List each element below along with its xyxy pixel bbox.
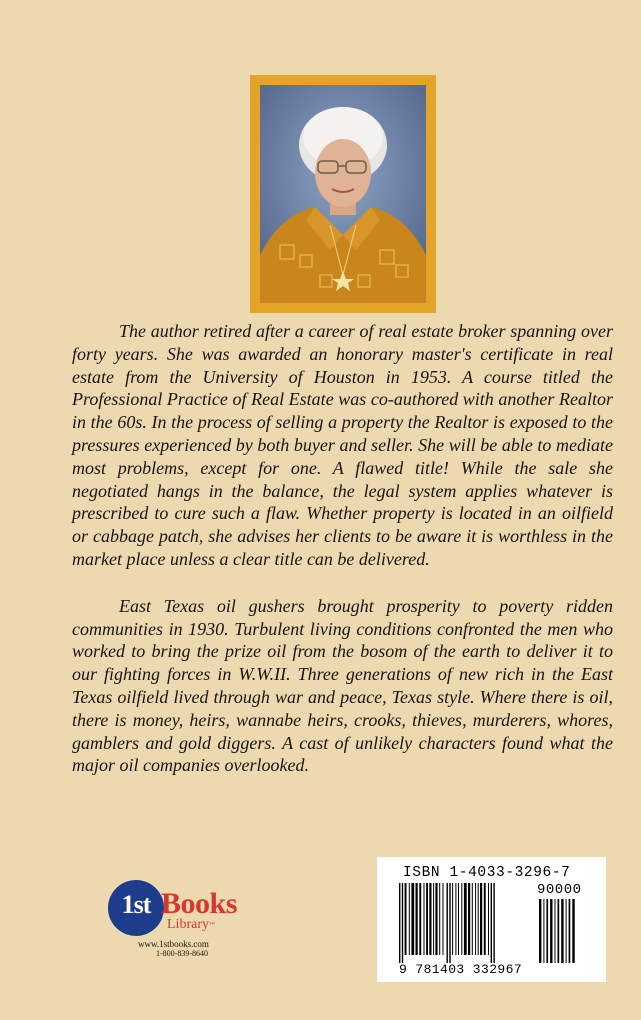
barcode-bar [455,883,456,955]
barcode-bar [424,883,425,955]
logo-sub-text: Library [167,917,209,932]
logo-number: 1st [121,890,151,919]
barcode-bar [449,883,450,963]
barcode-bar [416,883,418,955]
trademark-symbol: ™ [208,922,215,928]
publisher-website: www.1stbooks.com [138,939,209,949]
barcode-bar [475,883,476,955]
addon-bar [558,899,560,963]
barcode-bar [419,883,421,955]
publisher-phone: 1-800-839-8640 [156,949,208,958]
author-bio [72,320,613,777]
barcode-bar [447,883,448,963]
barcode-bar [405,883,407,955]
barcode-bar [480,883,482,955]
barcode-bar [488,883,489,955]
addon-bar [572,899,574,963]
barcode-bar [435,883,437,955]
barcode-bar [484,883,486,955]
barcode-bar [399,883,400,963]
barcode-bar [472,883,473,955]
isbn-number: ISBN 1-4033-3296-7 [403,865,571,881]
barcode-bar [411,883,414,955]
logo-name: Books [161,887,237,920]
barcode-bar [461,883,462,955]
isbn-barcode [377,857,606,982]
addon-bar [543,899,544,963]
addon-bar [546,899,548,963]
barcode-bar [464,883,467,955]
barcode-bar [439,883,440,955]
addon-bar [561,899,563,963]
barcode-bar [443,883,444,955]
logo-subtitle [167,917,215,933]
barcode-bar [409,883,410,955]
barcode-bar [491,883,492,963]
barcode-bar [452,883,453,955]
barcode-bar [458,883,459,955]
addon-bar [550,899,552,963]
addon-bar [539,899,541,963]
barcode-bar [426,883,428,955]
paragraph-story-summary: East Texas oil gushers brought prosperity to poverty ridden communities in 1930. Turbulent living conditions confronted the men who worked to bring the prize oil from the bosom of the earth to deliver it to our fighting forces in W.W.II. Three generations of new rich in the East Texas oilfield lived through war and peace, Texas style. Where there is oil, there is money, heirs, wannabe heirs, crooks, thieves, murderers, whores, gamblers and gold diggers. A cast of unlikely characters found what the major oil companies overlooked. [72,595,613,776]
author-photo [250,75,436,313]
price-code: 90000 [537,882,582,898]
barcode-bar [493,883,494,963]
barcode-bar [429,883,431,955]
addon-bar [555,899,556,963]
ean-number: 9 781403 332967 [399,962,523,977]
barcode-bar [478,883,479,955]
barcode-bar [433,883,434,955]
addon-bar [569,899,571,963]
addon-bar [566,899,567,963]
paragraph-author-career: The author retired after a career of real estate broker spanning over forty years. She was awarded an honorary master's certificate in real estate from the University of Houston in 1953. A course titled the Professional Practice of Real Estate was co-authored with another Realtor in the 60s. In the process of selling a property the Realtor is exposed to the pressures experienced by both buyer and seller. She will be able to mediate most problems, except for one. A flawed title! While the sale she negotiated hangs in the balance, the legal system applies whatever is prescribed to cure such a flaw. Whether property is located in an oilfield or cabbage patch, she advises her clients to be aware it is worthless in the market place unless a clear title can be delivered. [72,321,613,569]
author-portrait-image [260,85,426,303]
barcode-bar [402,883,403,963]
publisher-logo [108,878,258,968]
barcode-bar [468,883,470,955]
